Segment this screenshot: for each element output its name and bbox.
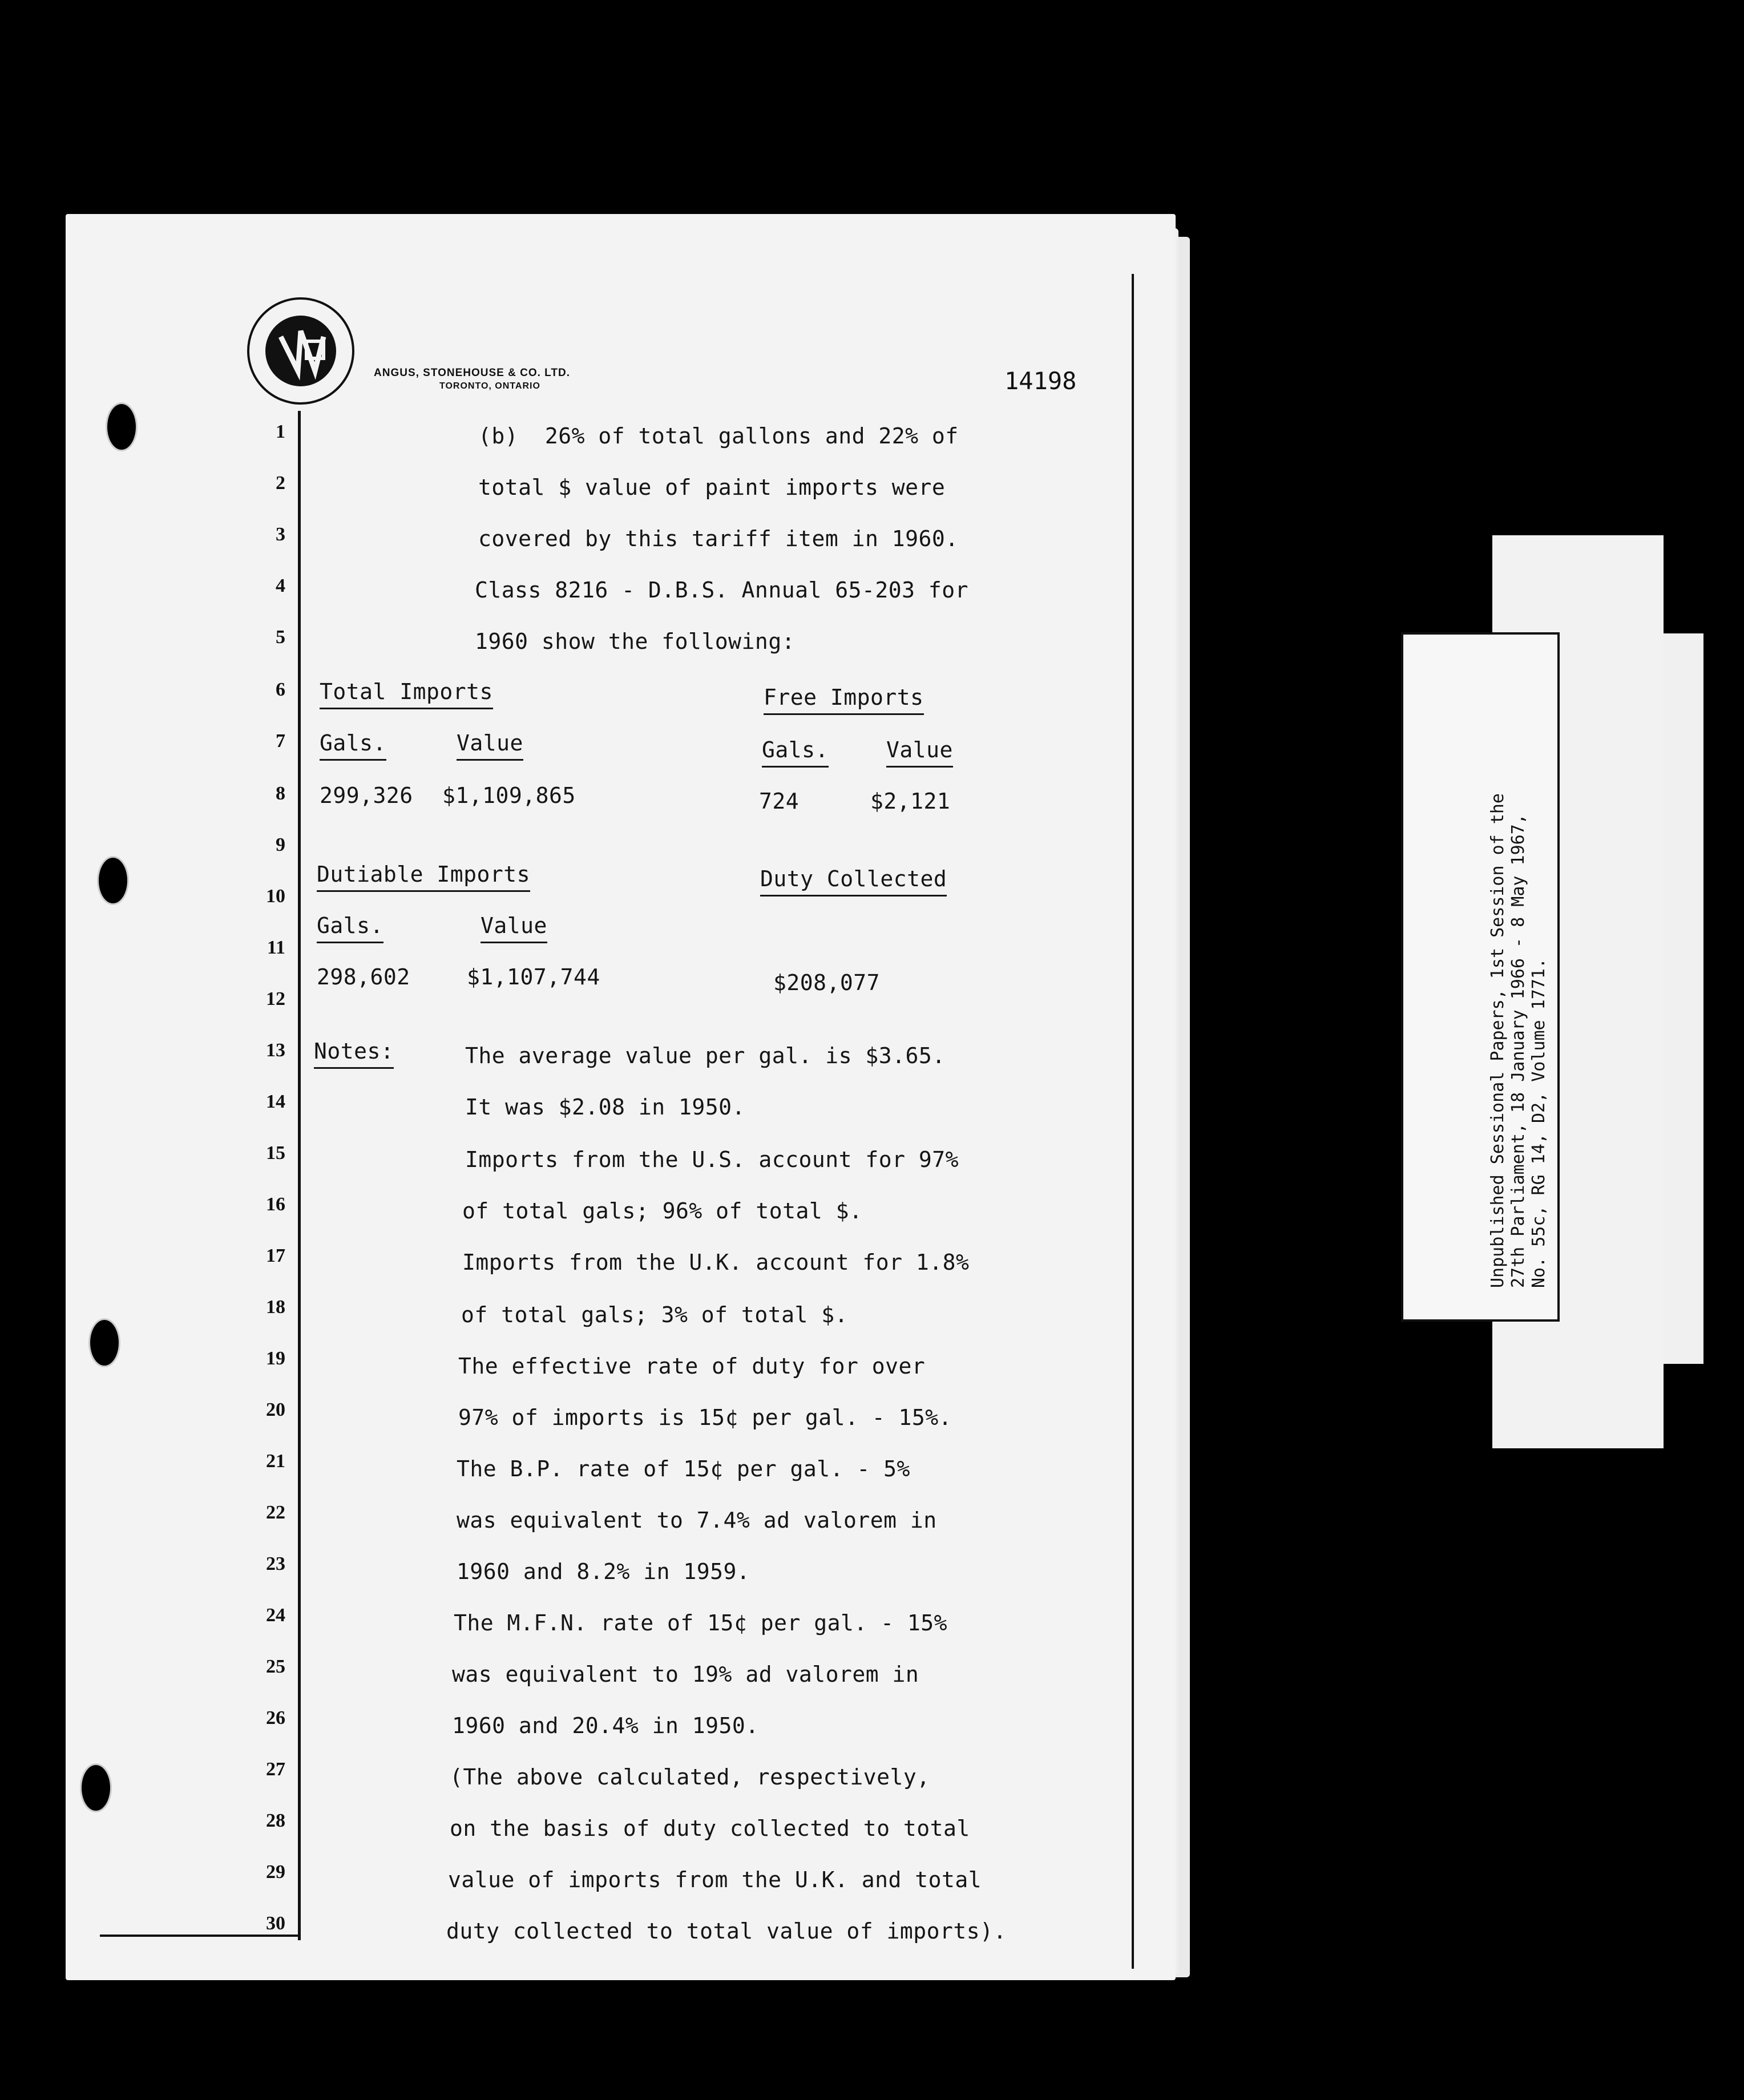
total-value-value: $1,109,865	[442, 783, 576, 808]
total-gals-value: 299,326	[320, 783, 413, 808]
dutiable-gals-value: 298,602	[317, 964, 410, 990]
notes-line: was equivalent to 19% ad valorem in	[452, 1662, 919, 1687]
line-number: 19	[266, 1348, 285, 1369]
notes-line: of total gals; 96% of total $.	[462, 1198, 863, 1223]
line-number: 8	[276, 783, 285, 804]
line-number: 3	[276, 524, 285, 545]
total-value-label: Value	[457, 730, 523, 756]
dutiable-gals-label: Gals.	[317, 913, 383, 938]
line-number: 28	[266, 1810, 285, 1831]
line-number: 15	[266, 1142, 285, 1164]
line-number: 9	[276, 834, 285, 855]
footer-rule	[100, 1935, 300, 1937]
line-number: 11	[267, 937, 285, 958]
line-number: 27	[266, 1759, 285, 1780]
line-number: 12	[266, 988, 285, 1009]
dutiable-value-value: $1,107,744	[467, 964, 600, 990]
notes-line: value of imports from the U.K. and total	[448, 1867, 982, 1892]
free-imports-heading: Free Imports	[764, 685, 924, 710]
free-gals-value: 724	[759, 789, 800, 814]
punch-hole	[97, 856, 129, 905]
line-number: 1	[276, 421, 285, 442]
line-number: 4	[276, 575, 285, 596]
line-number: 26	[266, 1707, 285, 1729]
free-value-value: $2,121	[870, 789, 951, 814]
archive-reference-text	[1403, 635, 1557, 1319]
free-value-label: Value	[886, 737, 953, 762]
line-number: 2	[276, 472, 285, 494]
notes-line: 1960 and 20.4% in 1950.	[452, 1713, 759, 1738]
line-number: 22	[266, 1502, 285, 1523]
margin-rule	[1132, 274, 1134, 1969]
line-number: 23	[266, 1553, 285, 1574]
notes-line: The effective rate of duty for over	[458, 1354, 926, 1379]
intro-line: total $ value of paint imports were	[478, 475, 946, 500]
line-number: 17	[266, 1245, 285, 1266]
line-number: 13	[266, 1040, 285, 1061]
dutiable-imports-heading: Dutiable Imports	[317, 862, 530, 887]
line-number: 24	[266, 1605, 285, 1626]
line-number: 21	[266, 1451, 285, 1472]
archive-reference-label	[1401, 632, 1560, 1322]
intro-line: (b) 26% of total gallons and 22% of	[478, 423, 959, 449]
notes-label: Notes:	[314, 1039, 394, 1064]
punch-hole	[106, 402, 138, 451]
total-imports-heading: Total Imports	[320, 679, 493, 704]
notes-line: The average value per gal. is $3.65.	[465, 1043, 946, 1068]
notes-line: The M.F.N. rate of 15¢ per gal. - 15%	[454, 1610, 947, 1635]
notes-line: on the basis of duty collected to total	[450, 1816, 970, 1841]
company-logo-icon	[247, 297, 355, 405]
notes-line: 97% of imports is 15¢ per gal. - 15%.	[458, 1405, 952, 1430]
notes-line: The B.P. rate of 15¢ per gal. - 5%	[457, 1456, 910, 1481]
dutiable-value-label: Value	[481, 913, 547, 938]
notes-line: It was $2.08 in 1950.	[465, 1095, 745, 1120]
company-location: TORONTO, ONTARIO	[439, 381, 540, 391]
notes-line: Imports from the U.K. account for 1.8%	[462, 1250, 970, 1275]
archive-reference-line: Unpublished Sessional Papers, 1st Session of the	[1488, 793, 1508, 1288]
line-number: 29	[266, 1861, 285, 1883]
intro-line: Class 8216 - D.B.S. Annual 65-203 for	[475, 578, 968, 603]
company-name: ANGUS, STONEHOUSE & CO. LTD.	[374, 367, 570, 379]
line-number: 30	[266, 1913, 285, 1934]
line-number: 16	[266, 1194, 285, 1215]
duty-collected-value: $208,077	[773, 970, 881, 995]
notes-line: was equivalent to 7.4% ad valorem in	[457, 1508, 937, 1533]
punch-hole	[88, 1318, 120, 1367]
notes-line: of total gals; 3% of total $.	[461, 1302, 848, 1327]
margin-rule	[298, 411, 301, 1940]
line-number: 18	[266, 1297, 285, 1318]
punch-hole	[80, 1763, 112, 1812]
notes-line: 1960 and 8.2% in 1959.	[457, 1559, 750, 1584]
notes-line: Imports from the U.S. account for 97%	[465, 1147, 959, 1172]
line-number: 7	[276, 730, 285, 752]
line-number: 6	[276, 679, 285, 700]
line-number: 14	[266, 1091, 285, 1112]
line-number: 10	[266, 886, 285, 907]
page-number: 14198	[1004, 367, 1077, 395]
archive-reference-line: 27th Parliament, 18 January 1966 - 8 May 1967,	[1508, 814, 1528, 1288]
line-number: 25	[266, 1656, 285, 1677]
duty-collected-heading: Duty Collected	[760, 866, 947, 891]
archive-reference-line: No. 55c, RG 14, D2, Volume 1771.	[1529, 958, 1549, 1288]
intro-line: 1960 show the following:	[475, 629, 796, 654]
notes-line: duty collected to total value of imports).	[446, 1919, 1007, 1944]
intro-line: covered by this tariff item in 1960.	[478, 526, 959, 551]
archive-card-edge	[1664, 633, 1703, 1364]
line-number: 20	[266, 1399, 285, 1420]
line-number: 5	[276, 627, 285, 648]
total-gals-label: Gals.	[320, 730, 386, 756]
free-gals-label: Gals.	[762, 737, 829, 762]
notes-line: (The above calculated, respectively,	[450, 1764, 930, 1790]
